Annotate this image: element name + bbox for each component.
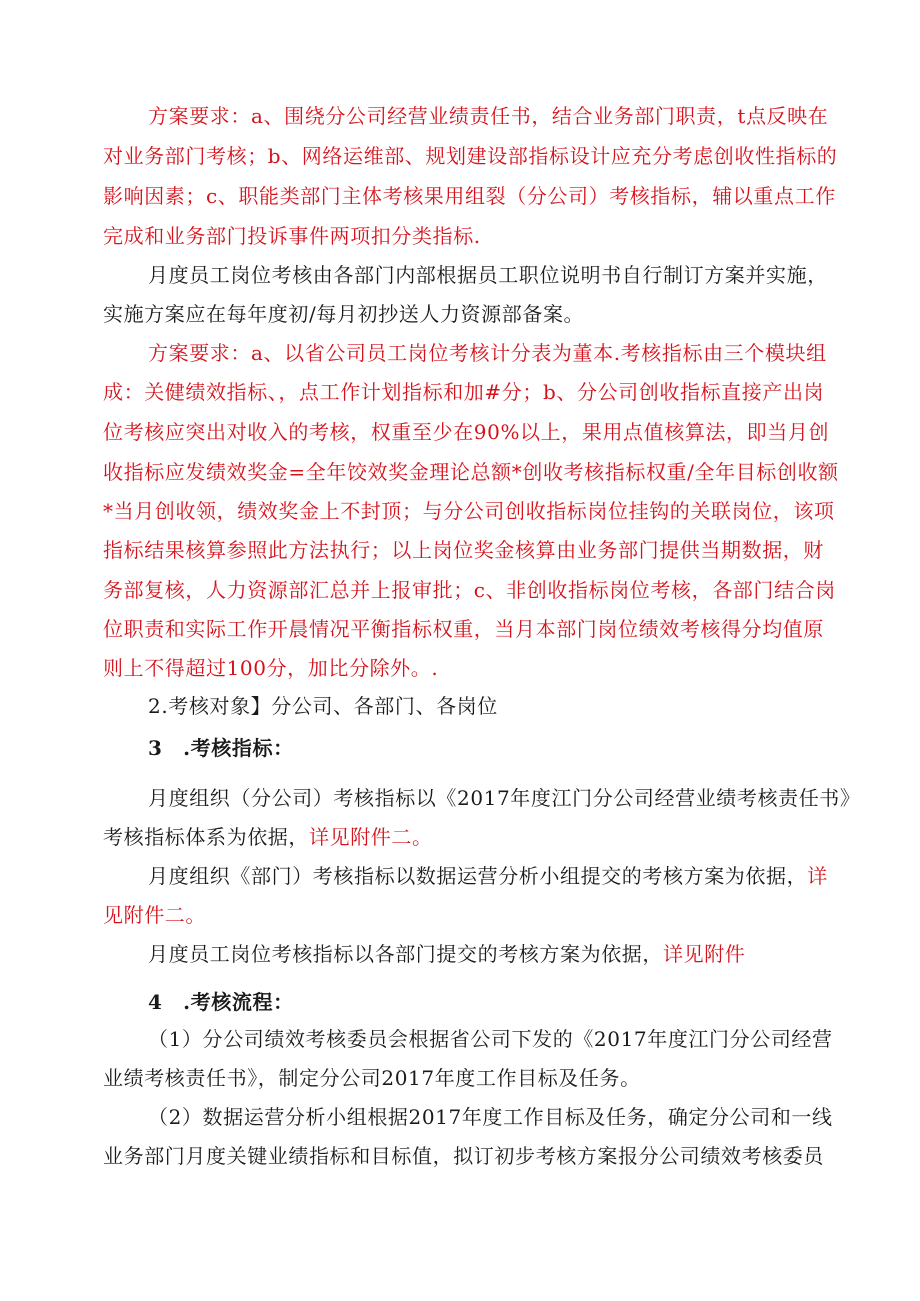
- paragraph-1-line-2: 对业务部门考核；b、网络运维部、规划建设部指标设计应充分考虑创收性指标的: [103, 144, 838, 168]
- paragraph-3-line-4: 收指标应发绩效奖金=全年饺效奖金理论总额*创收考核指标权重/全年目标创收额: [103, 460, 839, 484]
- paragraph-3-line-9: 则上不得超过100分，加比分除外。.: [103, 656, 439, 680]
- paragraph-2-line-2: 实施方案应在每年度初/每月初抄送人力资源部备案。: [103, 302, 585, 326]
- paragraph-3-line-5: *当月创收领，绩效奖金上不封顶；与分公司创收指标岗位挂钩的关联岗位，该项: [103, 499, 835, 523]
- section-4-heading: 4 .考核流程：: [148, 990, 294, 1014]
- paragraph-4-annex-link: 详见附件二。: [309, 825, 433, 849]
- paragraph-4-line-2-text: 考核指标体系为依据，: [103, 825, 309, 849]
- paragraph-5-line-1-text: 月度组织《部门）考核指标以数据运营分析小组提交的考核方案为依据，: [148, 864, 808, 888]
- section-3-heading: 3 .考核指标：: [148, 736, 294, 760]
- paragraph-3-line-7: 务部复核，人力资源部汇总并上报审批；c、非创收指标岗位考核，各部门结合岗: [103, 578, 836, 602]
- paragraph-7-line-1: （1）分公司绩效考核委员会根据省公司下发的《2017年度江门分公司经营: [148, 1027, 833, 1051]
- paragraph-3-line-1: 方案要求：a、以省公司员工岗位考核计分表为董本.考核指标由三个模块组: [148, 341, 827, 365]
- paragraph-1-line-3: 影响因素；c、职能类部门主体考核果用组裂（分公司）考核指标，辅以重点工作: [103, 184, 836, 208]
- paragraph-5-line-1: [148, 862, 828, 890]
- paragraph-3-line-6: 指标结果核算参照此方法执行；以上岗位奖金核算由业务部门提供当期数据，财: [103, 538, 824, 562]
- paragraph-6-line-1-text: 月度员工岗位考核指标以各部门提交的考核方案为依据，: [148, 942, 663, 966]
- paragraph-3-line-8: 位职责和实际工作开晨情况平衡指标权重，当月本部门岗位绩效考核得分均值原: [103, 617, 824, 641]
- paragraph-1-line-4: 完成和业务部门投诉事件两项扣分类指标.: [103, 224, 481, 248]
- section-2-heading: 2.考核对象】分公司、各部门、各岗位: [148, 694, 498, 718]
- paragraph-6-line-1: [148, 940, 823, 968]
- paragraph-7-line-2: 业绩考核责任书》，制定分公司2017年度工作目标及任务。: [103, 1066, 641, 1090]
- paragraph-8-line-2: 业务部门月度关键业绩指标和目标值，拟订初步考核方案报分公司绩效考核委员: [103, 1144, 824, 1168]
- paragraph-8-line-1: （2）数据运营分析小组根据2017年度工作目标及任务，确定分公司和一线: [148, 1105, 833, 1129]
- paragraph-4-line-1: 月度组织（分公司）考核指标以《2017年度江门分公司经营业绩考核责任书》: [148, 786, 861, 810]
- paragraph-5-line-2: 见附件二。: [103, 903, 206, 927]
- paragraph-6-annex-link: 详见附件: [663, 942, 746, 966]
- paragraph-5-annex-link-start: 详: [807, 864, 828, 888]
- paragraph-4-line-2: [103, 823, 823, 851]
- paragraph-1-line-1: 方案要求：a、围绕分公司经营业绩责任书，结合业务部门职责，t点反映在: [148, 104, 829, 128]
- paragraph-3-line-3: 位考核应突出对收入的考核，权重至少在90%以上，果用点值核算法，即当月创: [103, 420, 830, 444]
- paragraph-2-line-1: 月度员工岗位考核由各部门内部根据员工职位说明书自行制订方案并实施，: [148, 263, 828, 287]
- paragraph-3-line-2: 成：关健绩效指标、，点工作计划指标和加#分；b、分公司创收指标直接产出岗: [103, 380, 825, 404]
